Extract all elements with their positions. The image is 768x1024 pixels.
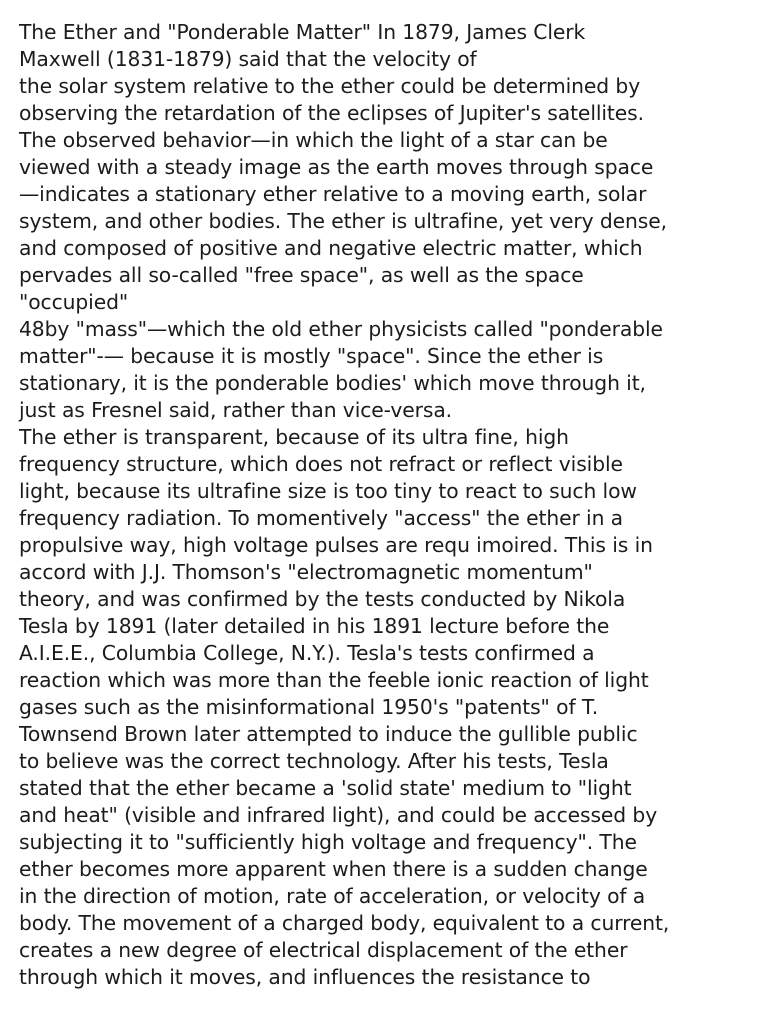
text-line: 48by "mass"—which the old ether physicists called "ponderable [19, 317, 663, 341]
text-line: The Ether and "Ponderable Matter" In 1879, James Clerk [19, 20, 586, 44]
text-line: observing the retardation of the eclipses of Jupiter's satellites. [19, 101, 644, 125]
text-line: matter"-— because it is mostly "space". Since the ether is [19, 344, 604, 368]
text-line: through which it moves, and influences the resistance to [19, 965, 591, 989]
text-line: A.I.E.E., Columbia College, N.Y.). Tesla's tests confirmed a [19, 641, 595, 665]
text-line: "occupied" [19, 290, 129, 314]
text-line: pervades all so-called "free space", as well as the space [19, 263, 584, 287]
document-body [19, 19, 754, 991]
text-line: and composed of positive and negative electric matter, which [19, 236, 643, 260]
text-line: frequency radiation. To momentively "access" the ether in a [19, 506, 624, 530]
text-line: stationary, it is the ponderable bodies' which move through it, [19, 371, 646, 395]
text-line: stated that the ether became a 'solid state' medium to "light [19, 776, 632, 800]
text-line: body. The movement of a charged body, equivalent to a current, [19, 911, 670, 935]
text-line: viewed with a steady image as the earth moves through space [19, 155, 654, 179]
text-line: propulsive way, high voltage pulses are requ imoired. This is in [19, 533, 653, 557]
text-line: gases such as the misinformational 1950's "patents" of T. [19, 695, 599, 719]
text-line: creates a new degree of electrical displacement of the ether [19, 938, 628, 962]
text-line: frequency structure, which does not refract or reflect visible [19, 452, 623, 476]
text-line: —indicates a stationary ether relative to a moving earth, solar [19, 182, 647, 206]
text-line: The observed behavior—in which the light of a star can be [19, 128, 608, 152]
text-line: accord with J.J. Thomson's "electromagnetic momentum" [19, 560, 593, 584]
text-line: system, and other bodies. The ether is ultrafine, yet very dense, [19, 209, 667, 233]
text-line: Tesla by 1891 (later detailed in his 1891 lecture before the [19, 614, 610, 638]
text-line: reaction which was more than the feeble ionic reaction of light [19, 668, 649, 692]
text-line: theory, and was confirmed by the tests conducted by Nikola [19, 587, 626, 611]
text-line: ether becomes more apparent when there is a sudden change [19, 857, 648, 881]
text-line: and heat" (visible and infrared light), and could be accessed by [19, 803, 658, 827]
text-line: The ether is transparent, because of its ultra fine, high [19, 425, 569, 449]
text-line: to believe was the correct technology. After his tests, Tesla [19, 749, 609, 773]
text-line: Townsend Brown later attempted to induce the gullible public [19, 722, 638, 746]
text-line: just as Fresnel said, rather than vice-versa. [19, 398, 453, 422]
text-line: Maxwell (1831-1879) said that the velocity of [19, 47, 477, 71]
text-line: in the direction of motion, rate of acceleration, or velocity of a [19, 884, 646, 908]
text-line: the solar system relative to the ether could be determined by [19, 74, 641, 98]
text-line: subjecting it to "sufficiently high voltage and frequency". The [19, 830, 637, 854]
text-line: light, because its ultrafine size is too tiny to react to such low [19, 479, 637, 503]
